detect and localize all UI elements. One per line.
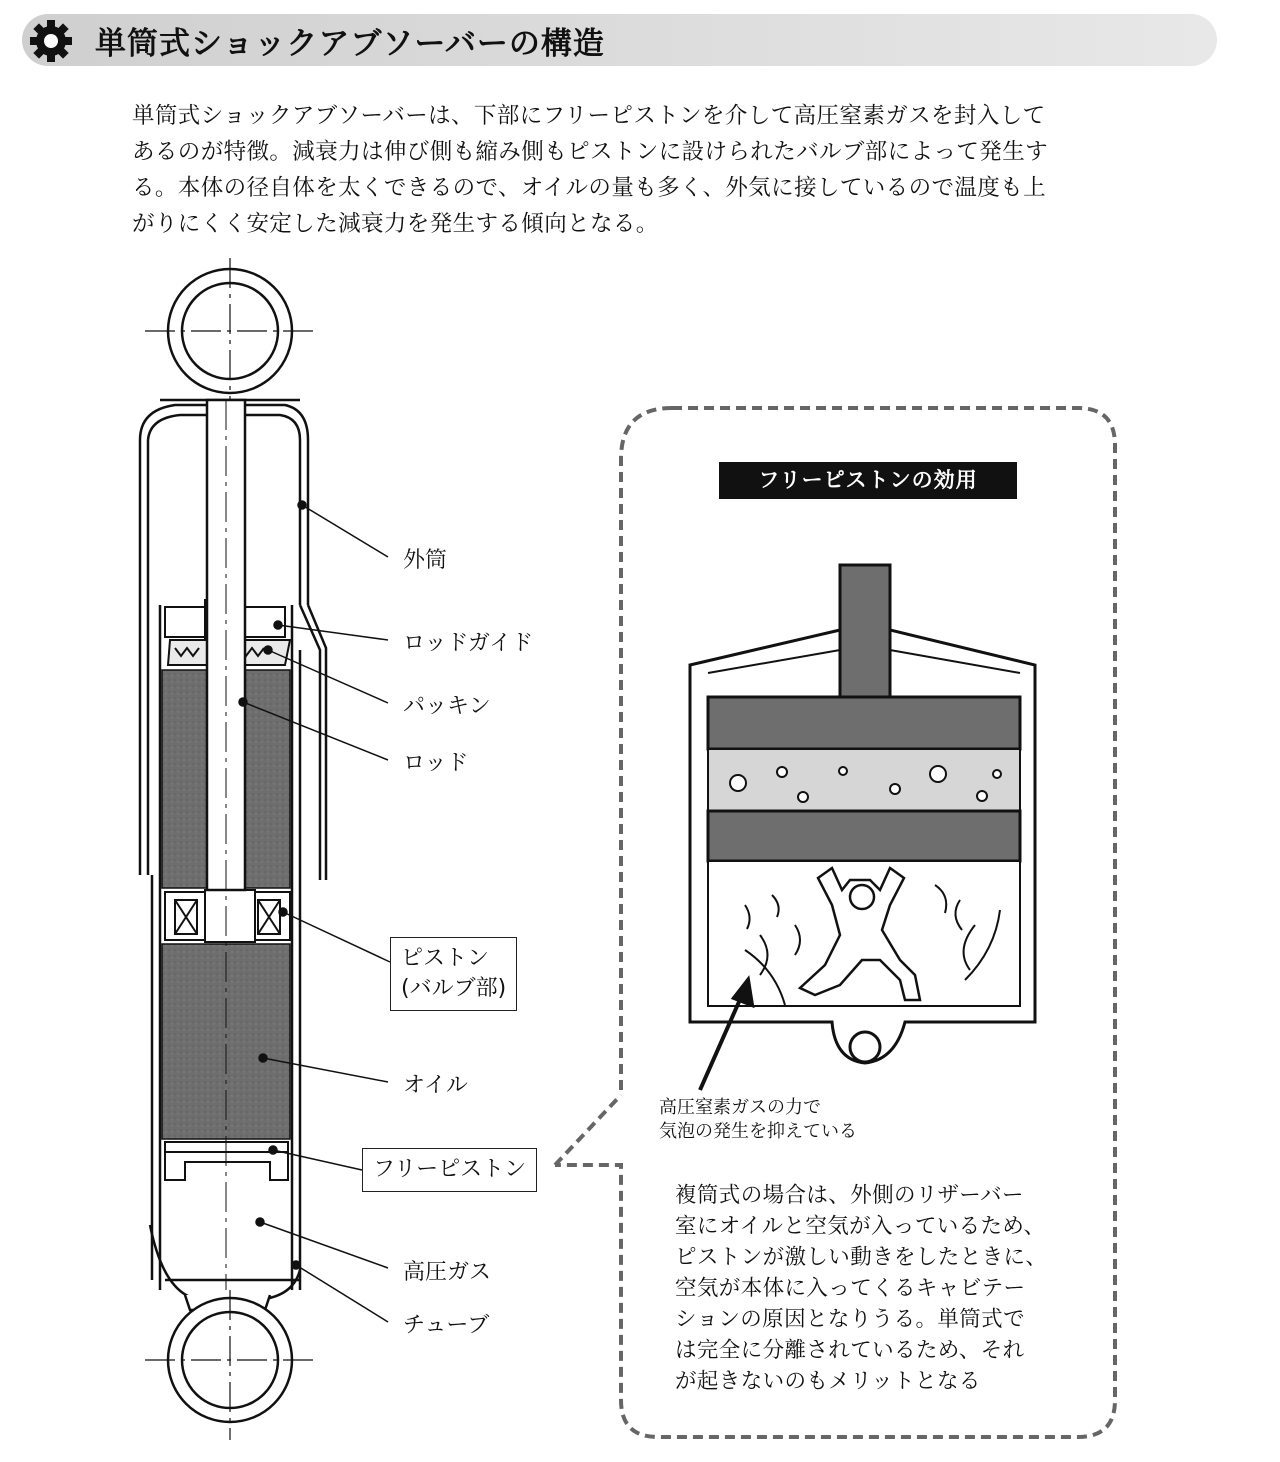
piston-assembly: [165, 890, 290, 942]
note-line: 複筒式の場合は、外側のリザーバー: [675, 1183, 1024, 1208]
intro-line: がりにくく安定した減衰力を発生する傾向となる。: [132, 211, 659, 237]
label-rod: ロッド: [403, 751, 469, 776]
label-free-piston-box: [362, 1148, 537, 1192]
label-piston: ピストン: [401, 946, 490, 971]
label-high-pressure-gas: 高圧ガス: [403, 1260, 492, 1285]
top-eye-mount: [145, 258, 315, 405]
label-packing: パッキン: [403, 694, 491, 719]
note-line: ピストンが激しい動きをしたときに、: [675, 1245, 1048, 1270]
bottom-eye-mount: [145, 1290, 315, 1440]
note-line: 室にオイルと空気が入っているため、: [675, 1214, 1046, 1239]
label-rod-guide: ロッドガイド: [403, 631, 534, 656]
inset-note: [675, 1180, 1047, 1397]
intro-line: る。本体の径自体を太くできるので、オイルの量も多く、外気に接しているので温度も上: [132, 175, 1046, 201]
inset-caption: [659, 1096, 857, 1144]
label-outer-tube: 外筒: [403, 548, 448, 573]
label-oil: オイル: [403, 1073, 468, 1098]
label-valve-part: (バルブ部): [401, 976, 507, 1001]
page-title: 単筒式ショックアブソーバーの構造: [95, 26, 605, 62]
caption-line: 気泡の発生を抑えている: [659, 1121, 857, 1142]
label-piston-box: [390, 937, 517, 1011]
inset-title: フリーピストンの効用: [719, 462, 1017, 499]
note-line: が起きないのもメリットとなる: [675, 1369, 981, 1394]
caption-line: 高圧窒素ガスの力で: [659, 1097, 821, 1118]
intro-line: あるのが特徴。減衰力は伸び側も縮み側もピストンに設けられたバルブ部によって発生す: [132, 139, 1049, 165]
label-free-piston: フリーピストン: [373, 1157, 527, 1182]
note-line: ションの原因となりうる。単筒式で: [675, 1307, 1025, 1332]
note-line: 空気が本体に入ってくるキャビテー: [675, 1276, 1026, 1301]
label-tube: チューブ: [403, 1313, 490, 1338]
intro-line: 単筒式ショックアブソーバーは、下部にフリーピストンを介して高圧窒素ガスを封入して: [132, 103, 1046, 129]
note-line: は完全に分離されているため、それ: [675, 1338, 1025, 1363]
